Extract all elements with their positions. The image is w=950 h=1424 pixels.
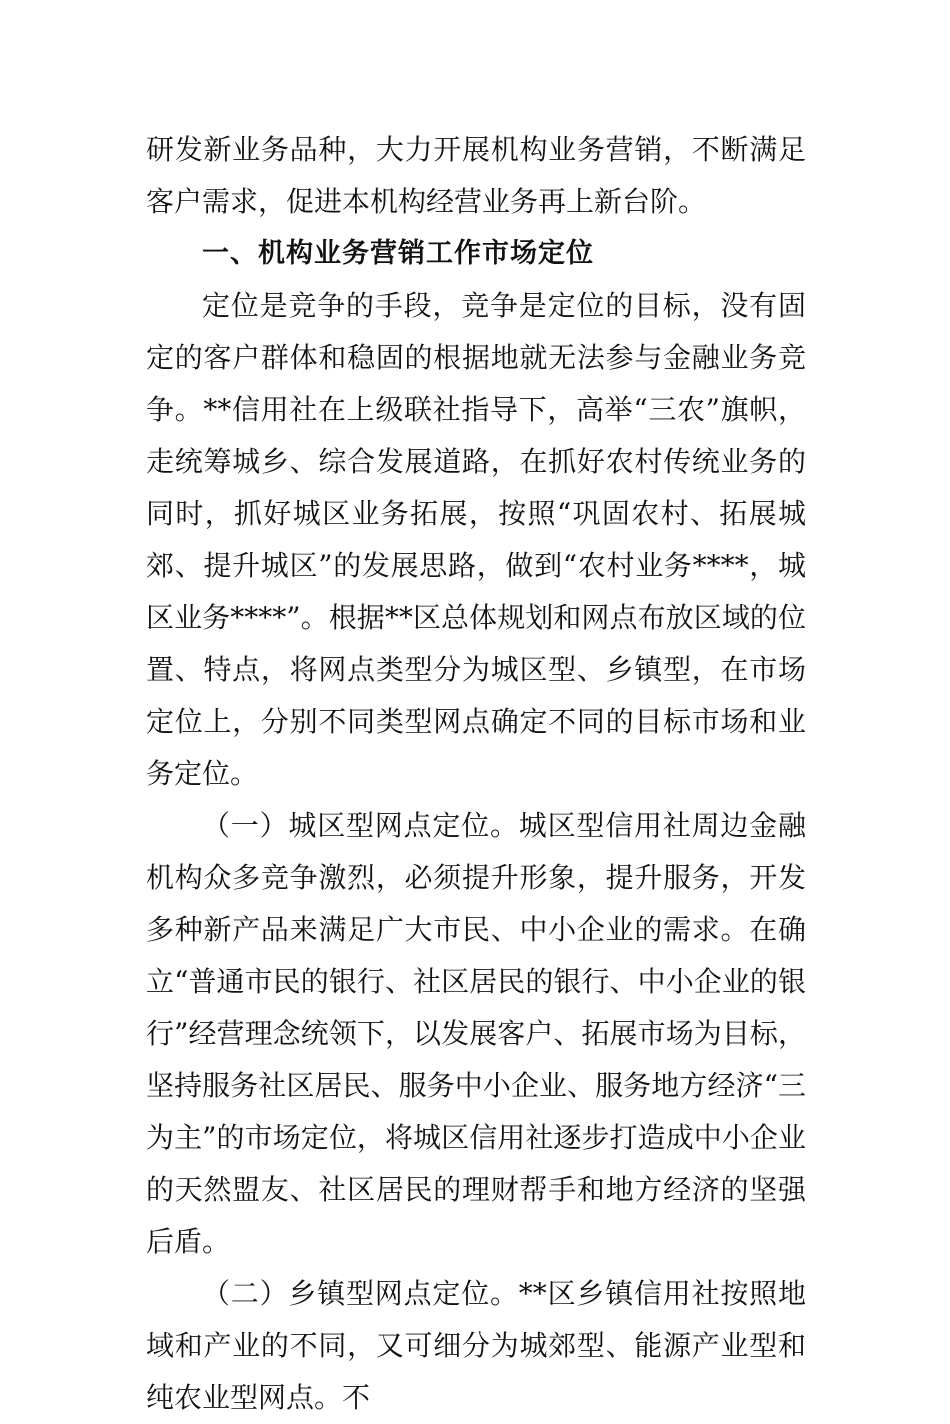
paragraph-continuation: 研发新业务品种，大力开展机构业务营销，不断满足客户需求，促进本机构经营业务再上新台阶。 bbox=[146, 133, 806, 218]
section-heading: 一、机构业务营销工作市场定位 bbox=[202, 238, 594, 269]
paragraph-urban-outlets: （一）城区型网点定位。城区型信用社周边金融机构众多竞争激烈，必须提升形象，提升服务，开发多种新产品来满足广大市民、中小企业的需求。在确立“普通市民的银行、社区居民的银行、中小企业的银行”经营理念统领下，以发展客户、拓展市场为目标，坚持服务社区居民、服务中小企业、服务地方经济“三为主”的市场定位，将城区信用社逐步打造成中小企业的天然盟友、社区居民的理财帮手和地方经济的坚强后盾。 bbox=[146, 809, 806, 1258]
paragraph-market-positioning: 定位是竞争的手段，竞争是定位的目标，没有固定的客户群体和稳固的根据地就无法参与金融业务竞争。**信用社在上级联社指导下，高举“三农”旗帜，走统筹城乡、综合发展道路，在抓好农村传统业务的同时，抓好城区业务拓展，按照“巩固农村、拓展城郊、提升城区”的发展思路，做到“农村业务****，城区业务****”。根据**区总体规划和网点布放区域的位置、特点，将网点类型分为城区型、乡镇型，在市场定位上，分别不同类型网点确定不同的目标市场和业务定位。 bbox=[146, 289, 806, 790]
paragraph-township-outlets: （二）乡镇型网点定位。**区乡镇信用社按照地域和产业的不同，又可细分为城郊型、能源产业型和纯农业型网点。不 bbox=[146, 1277, 806, 1414]
document-page bbox=[146, 124, 806, 1424]
